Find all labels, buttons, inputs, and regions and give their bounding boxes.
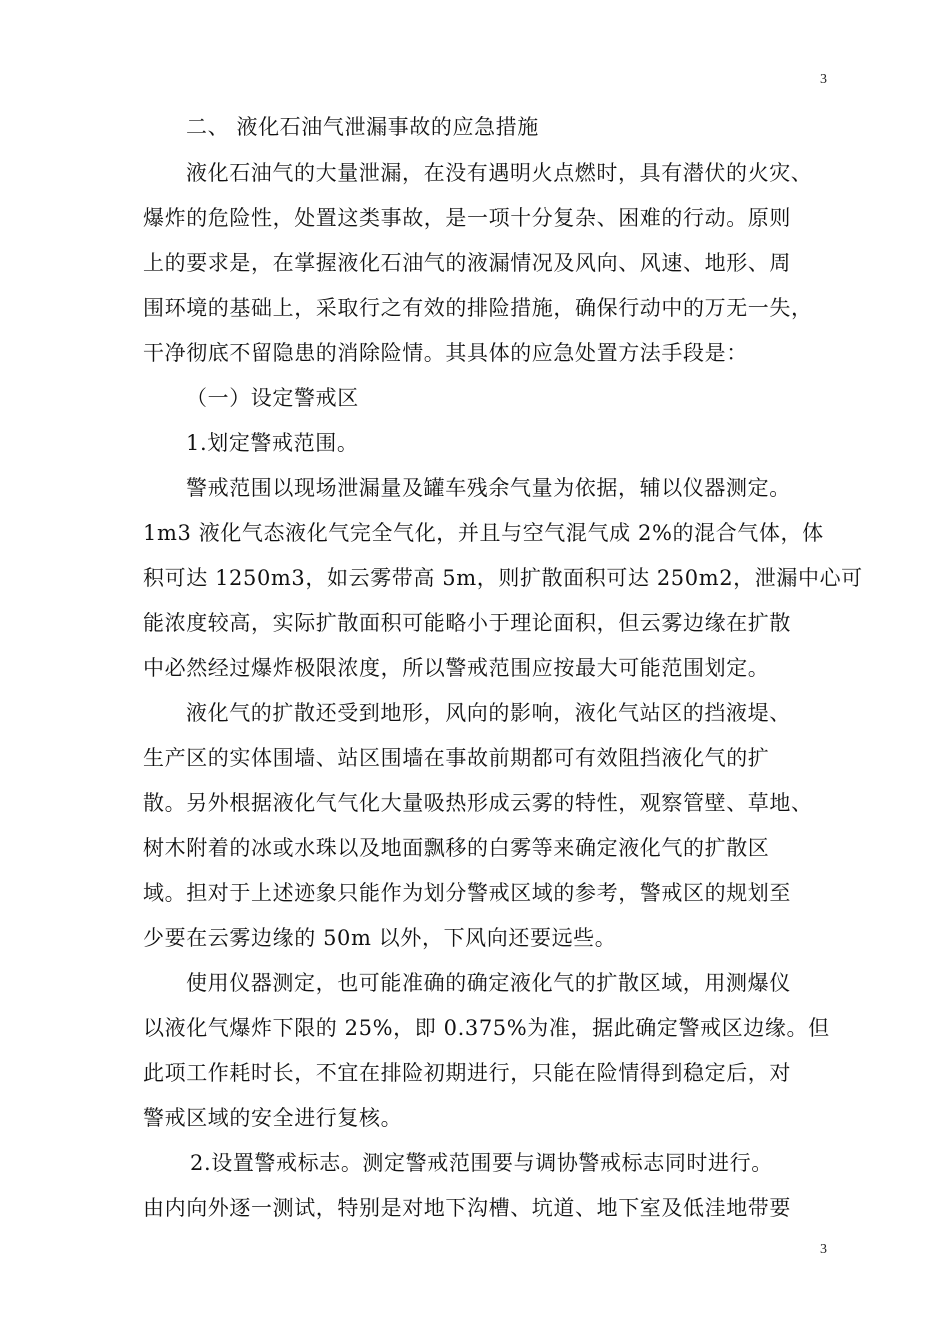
paragraph-line: 能浓度较高，实际扩散面积可能略小于理论面积，但云雾边缘在扩散 (143, 611, 791, 635)
paragraph-line: 树木附着的冰或水珠以及地面飘移的白雾等来确定液化气的扩散区 (143, 836, 770, 860)
paragraph-line: 干净彻底不留隐患的消除险情。其具体的应急处置方法手段是： (143, 341, 748, 365)
paragraph-line: 爆炸的危险性，处置这类事故，是一项十分复杂、困难的行动。原则 (143, 206, 791, 230)
paragraph-line: 积可达 1250m3，如云雾带高 5m，则扩散面积可达 250m2，泄漏中心可 (143, 566, 863, 590)
paragraph-line: 生产区的实体围墙、站区围墙在事故前期都可有效阻挡液化气的扩 (143, 746, 770, 770)
list-item-heading: 1.划定警戒范围。 (186, 431, 359, 455)
page-number-top: 3 (820, 72, 827, 87)
paragraph-line: 液化石油气的大量泄漏，在没有遇明火点燃时，具有潜伏的火灾、 (186, 161, 813, 185)
paragraph-line: 液化气的扩散还受到地形，风向的影响，液化气站区的挡液堤、 (186, 701, 791, 725)
paragraph-line: 警戒范围以现场泄漏量及罐车残余气量为依据，辅以仪器测定。 (186, 476, 791, 500)
paragraph-line: 由内向外逐一测试，特别是对地下沟槽、坑道、地下室及低洼地带要 (143, 1196, 791, 1220)
section-heading: 二、 液化石油气泄漏事故的应急措施 (186, 115, 539, 139)
paragraph-line: 警戒区域的安全进行复核。 (143, 1106, 403, 1130)
paragraph-line: 散。另外根据液化气气化大量吸热形成云雾的特性，观察管壁、草地、 (143, 791, 813, 815)
paragraph-line: 上的要求是，在掌握液化石油气的液漏情况及风向、风速、地形、周 (143, 251, 791, 275)
paragraph-line: 围环境的基础上，采取行之有效的排险措施，确保行动中的万无一失， (143, 296, 813, 320)
paragraph-line: 以液化气爆炸下限的 25%，即 0.375%为准，据此确定警戒区边缘。但 (143, 1016, 830, 1040)
paragraph-line: 少要在云雾边缘的 50m 以外，下风向还要远些。 (143, 926, 617, 950)
subsection-heading: （一）设定警戒区 (186, 386, 359, 410)
paragraph-line: 此项工作耗时长，不宜在排险初期进行，只能在险情得到稳定后，对 (143, 1061, 791, 1085)
paragraph-line: 域。担对于上述迹象只能作为划分警戒区域的参考，警戒区的规划至 (143, 881, 791, 905)
paragraph-line: 使用仪器测定，也可能准确的确定液化气的扩散区域，用测爆仪 (186, 971, 791, 995)
list-item-heading: 2.设置警戒标志。测定警戒范围要与调协警戒标志同时进行。 (190, 1151, 773, 1175)
page-number-bottom: 3 (820, 1242, 827, 1257)
paragraph-line: 1m3 液化气态液化气完全气化，并且与空气混气成 2%的混合气体，体 (143, 521, 824, 545)
paragraph-line: 中必然经过爆炸极限浓度，所以警戒范围应按最大可能范围划定。 (143, 656, 770, 680)
